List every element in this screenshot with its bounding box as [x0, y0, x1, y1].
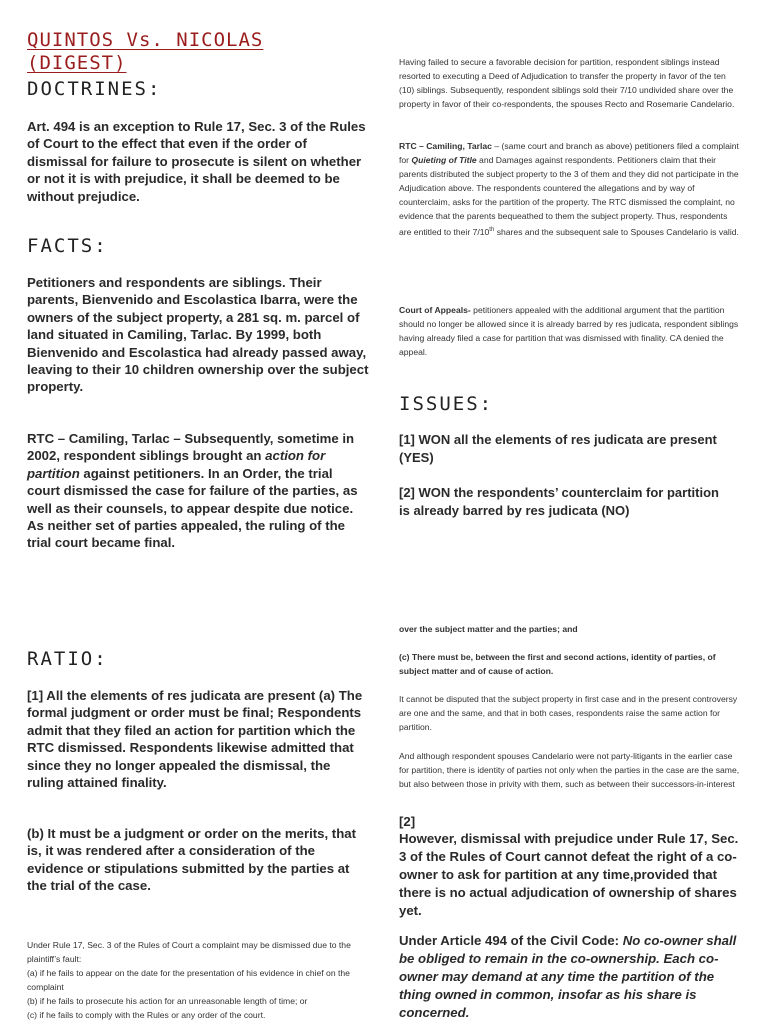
issue-2: [2] WON the respondents’ counterclaim for partition is already barred by res judicata (NO) — [399, 485, 719, 518]
ratio-2-number: [2] — [399, 814, 416, 829]
rule-intro: Under Rule 17, Sec. 3 of the Rules of Court a complaint may be dismissed due to the plaintiff’s fault: — [27, 940, 351, 964]
facts-p2-emphasis: action for partition — [27, 448, 326, 481]
ratio-paragraph-1: [1] All the elements of res judicata are present (a) The formal judgment or order must be final; Respondents admit that they filed an action for partition which the RTC dismissed. Respondents likewise admitted that since they no longer appealed the dismissal, the ruling attained finality. — [27, 688, 363, 791]
rtc-text-c: shares and the subsequent sale to Spouses Candelario is valid. — [494, 226, 739, 237]
right-paragraph-3 — [399, 303, 739, 359]
rtc-emphasis: Quieting of Title — [411, 155, 477, 165]
heading-doctrines: DOCTRINES: — [27, 78, 162, 100]
right-paragraph-1: Having failed to secure a favorable decision for partition, respondent siblings instead resorted to executing a Deed of Adjudication to transfer the property in favor of the ten (10) siblings. Subsequently, respondent siblings sold their 7/10 undivided share over the property in favor of their co-respondents, the spouses Recto and Rosemarie Candelario. — [399, 57, 735, 109]
article-494-text — [399, 932, 744, 1022]
rule-item-c: (c) if he fails to comply with the Rules or any order of the court. — [27, 1010, 266, 1020]
facts-p2-start: RTC – Camiling, Tarlac – Subsequently, sometime in 2002, respondent siblings brought an — [27, 431, 355, 464]
ratio-paragraph-2: (b) It must be a judgment or order on the merits, that is, it was rendered after a consideration of the evidence or stipulations submitted by the parties at the trial of the case. — [27, 826, 356, 894]
article-494-quote: No co-owner shall be obliged to remain in the co-ownership. Each co-owner may demand at any time the partition of the thing owned in common, insofar as his share is concerned. — [399, 933, 737, 1020]
rule-item-b: (b) if he fails to prosecute his action for an unreasonable length of time; or — [27, 996, 308, 1006]
right-bottom-paragraph-3: It cannot be disputed that the subject property in first case and in the present controversy are one and the same, and that in both cases, respondents raise the same action for partition. — [399, 694, 738, 732]
right-paragraph-2 — [399, 139, 739, 239]
ca-label: Court of Appeals- — [399, 305, 471, 315]
rtc-superscript: th — [489, 227, 495, 233]
ratio-2-text: However, dismissal with prejudice under Rule 17, Sec. 3 of the Rules of Court cannot defeat the right of a co-owner to ask for partition at any time,provided that there is no actual adjudication of ownership of shares yet. — [399, 831, 739, 918]
heading-facts: FACTS: — [27, 235, 108, 257]
rtc-text-a: – (same court and branch as above) petitioners filed a complaint for — [399, 141, 739, 165]
issue-1: [1] WON all the elements of res judicata are present (YES) — [399, 432, 717, 465]
title-line-1: QUINTOS Vs. NICOLAS — [27, 29, 264, 51]
heading-issues: ISSUES: — [399, 393, 494, 415]
right-bottom-paragraph-1: over the subject matter and the parties; and — [399, 624, 578, 634]
rule-item-a: (a) if he fails to appear on the date for the presentation of his evidence in chief on the complaint — [27, 968, 350, 992]
rtc-text-b: and Damages against respondents. Petitioners claim that their parents distributed the subject property to the 3 of them and they did not participate in the Adjudication above. The respondents countered the allegations and by way of counterclaim, asks for the partition of the property. The RTC dismissed the complaint, no evidence that the parents bequeathed to them the subject property. Thus, respondents are entitled to their 7/10 — [399, 155, 739, 237]
facts-paragraph-1: Petitioners and respondents are siblings. Their parents, Bienvenido and Escolastica Ibarra, were the owners of the subject property, a 281 sq. m. parcel of land situated in Camiling, Tarlac. By 1999, both Bienvenido and Escolastica had already passed away, leaving to their 10 children ownership over the subject property. — [27, 275, 369, 395]
heading-ratio: RATIO: — [27, 648, 108, 670]
article-494-lead: Under Article 494 of the Civil Code: — [399, 933, 623, 948]
facts-p2-end: against petitioners. In an Order, the trial court dismissed the case for failure of the parties, as well as their counsels, to appear despite due notice. As neither set of parties appealed, the ruling of the trial court became final. — [27, 465, 358, 551]
facts-paragraph-2 — [27, 430, 369, 552]
rtc-label: RTC – Camiling, Tarlac — [399, 141, 492, 151]
rule-17-block — [27, 938, 372, 1022]
right-bottom-paragraph-2: (c) There must be, between the first and second actions, identity of parties, of subject matter and of cause of action. — [399, 652, 716, 676]
right-bottom-paragraph-4: And although respondent spouses Candelario were not party-litigants in the earlier case for partition, there is identity of parties not only when the parties in the case are the same, but also between those in privity with them, such as between their successors-in-interest — [399, 751, 740, 789]
title-line-2: (DIGEST) — [27, 52, 127, 74]
doctrines-text: Art. 494 is an exception to Rule 17, Sec. 3 of the Rules of Court to the effect that even if the order of dismissal for failure to prosecute is silent on whether or not it is with prejudice, it shall be deemed to be without prejudice. — [27, 119, 366, 204]
ca-text: petitioners appealed with the additional argument that the partition should no longer be allowed since it is already barred by res judicata, respondent siblings having already filed a case for partition that was dismissed with finality. CA denied the appeal. — [399, 305, 739, 357]
page-title — [27, 29, 347, 75]
